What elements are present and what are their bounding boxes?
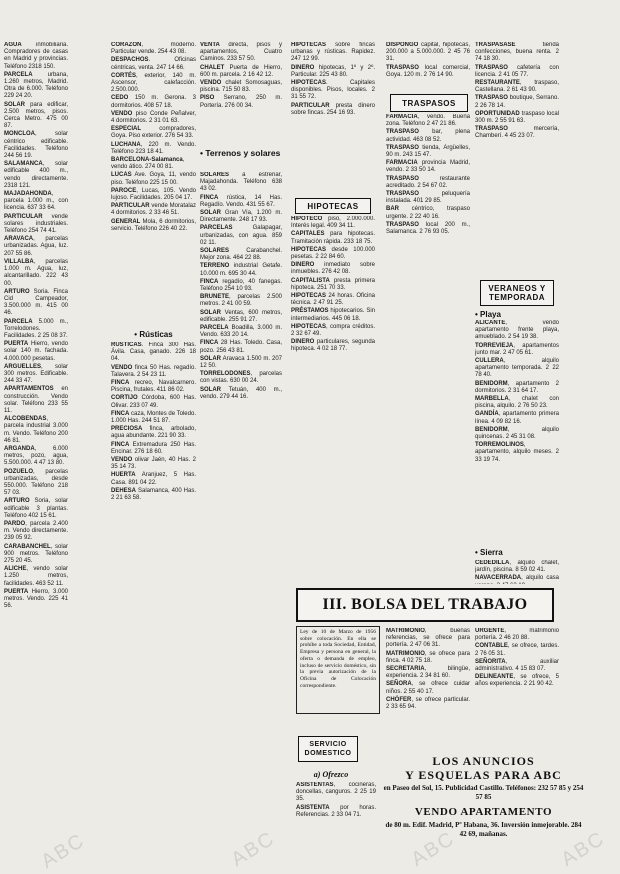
classified-ad: VENTA directa, pisos y apartamentos, Cuatro Caminos. 233 57 50. [200, 42, 282, 63]
classified-ad: TRASPASASE tienda confecciones, buena renta. 2 74 18 30. [475, 42, 559, 63]
classified-ad: SECRETARIA, bilingüe, experiencia. 2 34 81 60. [386, 666, 470, 680]
hipotecas-header: HIPOTECAS [295, 198, 371, 214]
classified-ad: SOLAR Gran Vía, 1.200 m. Directamente. 248 17 93. [200, 210, 282, 224]
abc-watermark: ABC [37, 829, 90, 873]
veraneos-header: VERANEOS Y TEMPORADA [480, 280, 554, 306]
classified-ad: SOLARES Carabanchel. Mejor zona. 464 22 88. [200, 248, 282, 262]
classified-ad: PARCELAS Galapagar, urbanizadas, con agua. 859 02 11. [200, 225, 282, 246]
classified-ad: GANDÍA, apartamento primera línea. 4 09 82 16. [475, 411, 559, 425]
classified-ad: ASISTENTAS, cocineras, doncellas, canguros. 2 25 19 35. [296, 782, 376, 803]
classified-ad: SOLAR para edificar, 2.500 metros, pisos. Cerca Metro. 475 00 87. [4, 101, 68, 130]
classified-ad: ARGANDA, 6.000 metros, pozo, agua, 5.500.000. 4 47 13 80. [4, 445, 68, 467]
classified-ad: TRASPASO local comercial, Goya. 120 m. 2 76 14 90. [386, 64, 470, 78]
classified-ad: ESPECIAL compradores, Goya. Piso exterior. 276 54 33. [111, 126, 196, 140]
classified-column-5 [200, 42, 282, 144]
classified-ad: VILLALBA, parcelas 1.000 m. Agua, luz, alcantarillado. 222 43 00. [4, 258, 68, 287]
classified-ad: APARTAMENTOS en construcción. Vendo solar. Teléfono 233 55 11. [4, 386, 68, 414]
classified-ad: VENDO olivar Jaén, 40 Has. 2 35 14 73. [111, 457, 196, 471]
classified-column-6 [291, 42, 375, 194]
classified-ad: SALAMANCA, solar edificable 400 m., vendo directamente. 2318 121. [4, 161, 68, 189]
classified-ad: NAVACERRADA, alquilo casa [475, 575, 559, 582]
classified-ad: MONCLOA, solar céntrico edificable. Facilidades. Teléfono 244 56 19. [4, 131, 68, 160]
classified-ad: TRASPASO bar, plena actividad. 463 08 52. [386, 129, 470, 143]
classified-column-9 [475, 320, 559, 542]
classified-ad: MATRIMONIO, buenas referencias, se ofrece para portería. 2 47 06 31. [386, 628, 470, 649]
classified-ad: GENERAL Mola, 6 dormitorios, servicio. Teléfono 226 40 22. [111, 218, 196, 232]
classified-ad: PAROCE, Lucas, 105. Vendo lujoso. Facilidades. 205 04 17. [111, 187, 196, 202]
section-header-playa: • Playa [475, 310, 501, 319]
abc-watermark: ABC [557, 827, 610, 871]
classified-ad: CULLERA, alquilo apartamento temporada. 2 22 78 40. [475, 358, 559, 379]
classified-ad: MATRIMONIO, se ofrece para finca. 4 02 75 18. [386, 650, 470, 664]
classified-ad: FARMACIA provincia Madrid, vendo. 2 33 50 14. [386, 160, 470, 174]
classified-ad: PARCELA urbana, 1.260 metros, Madrid. Otra de 6.000. Teléfono 229 24 20. [4, 71, 68, 100]
classified-ad: CORTÉS, exterior, 140 m. Ascensor, calefacción. 2.500.000. [111, 72, 196, 94]
classified-ad: TRASPASO local 200 m., Salamanca. 2 76 93 05. [386, 221, 470, 236]
classified-ad: PISO Serrano, 250 m. Portería. 276 00 34. [200, 95, 282, 109]
classified-ad: SOLAR Tetuán, 400 m., vendo. 279 44 16. [200, 386, 282, 400]
classified-ad: ALCOBENDAS, parcela industrial 3.000 m. Vendo. Teléfono 200 46 81. [4, 416, 68, 444]
classified-ad: PRÉSTAMOS hipotecarios. Sin intermediarios. 445 06 18. [291, 308, 375, 322]
classified-ad: CORAZÓN, moderno. Particular vende. 254 43 08. [111, 42, 196, 56]
abc-watermark: ABC [227, 827, 280, 871]
classified-ad: URGENTE, matrimonio portería. 2 46 20 88. [475, 628, 559, 642]
classified-ad: CEDEDILLA, alquilo chalet, jardín, piscina. 8 59 02 41. [475, 560, 559, 574]
classified-ad: TORREMOLINOS, apartamento, alquilo meses. 2 33 19 74. [475, 442, 559, 463]
abc-watermark: ABC [407, 827, 460, 871]
classified-ad: TORREVIEJA, apartamentos junto mar. 2 47 05 61. [475, 342, 559, 356]
classified-ad: TRASPASO tienda, Argüelles, 90 m. 243 15 47. [386, 144, 470, 159]
classified-column-10 [475, 560, 559, 584]
classified-ad: ARAVACA, parcelas urbanizadas. Agua, luz. 207 55 86. [4, 236, 68, 257]
classified-ad: HUERTA Aranjuez, 5 Has. Casa. 891 04 22. [111, 472, 196, 486]
classified-ad: PARCELA 5.000 m., Torrelodones. Facilidades. 2 25 08 37. [4, 318, 68, 339]
classified-ad: MAJADAHONDA, parcela 1.000 m., con licencia. 637 33 64. [4, 191, 68, 212]
bolsa-del-trabajo-banner: III. BOLSA DEL TRABAJO [296, 588, 554, 622]
classified-ad: TRASPASO cafetería con licencia. 2 41 05 77. [475, 64, 559, 78]
classified-ad: TRASPASO peluquería instalada. 401 29 85. [386, 191, 470, 205]
classified-column-6b [291, 216, 375, 582]
classified-ad: SEÑORITA, auxiliar administrativo. 4 15 83 07. [475, 658, 559, 673]
classified-ad: TERRENO industrial Getafe. 10.000 m. 695 30 44. [200, 263, 282, 277]
classified-ad: HIPOTECAS. Capitales disponibles. Pisos, locales. 2 31 55 72. [291, 80, 375, 101]
classified-ad: HIPOTECO piso, 2.000.000. Interés legal. 409 34 11. [291, 216, 375, 230]
classified-ad: PARCELA Boadilla, 3.000 m. Vendo. 633 20 14. [200, 325, 282, 339]
classified-ad: PRECIOSA finca, arbolado, agua abundante. 221 90 33. [111, 426, 196, 440]
classified-ad: CHALET Puerta de Hierro, 600 m. parcela. 2 16 42 12. [200, 64, 282, 78]
classified-ad: PARTICULAR vende Moratalaz 4 dormitorios. 2 33 46 51. [111, 203, 196, 217]
classified-ad: RESTAURANTE, traspaso, Castellana. 2 61 43 90. [475, 80, 559, 94]
classified-ad: VENDO finca 50 Has. regadío. Talavera. 2 54 23 11. [111, 364, 196, 378]
classified-ad: TRASPASO restaurante acreditado. 2 54 67 02. [386, 175, 470, 189]
classified-ad: PUERTA Hierro, vendo solar 140 m. fachada. 4.000.000 pesetas. [4, 341, 68, 362]
classified-ad: PUERTA Hierro, 3.000 metros. Vendo. 225 41 56. [4, 588, 68, 610]
classified-ad: RÚSTICAS. Finca 300 Has. Ávila. Casa, ganado. 226 18 04. [111, 342, 196, 363]
legal-notice-box: Ley de 10 de Marzo de 1956 sobre colocación. En ella se prohíbe a toda Sociedad, Entidad, Empresa y persona en general, la oferta o demanda de empleo, incluso de servicio doméstico, sin la previa autorización de la Oficina de Colocación correspondiente. [296, 626, 380, 714]
classified-ad: AGUA inmobiliaria. Compradores de casas en Madrid y provincias. Teléfono 2318 150. [4, 42, 68, 70]
classified-ad: DINERO particulares, segunda hipoteca. 4 02 18 77. [291, 339, 375, 353]
classified-ad: SOLARES a estrenar, Majadahonda. Teléfono 638 43 02. [200, 172, 282, 193]
classified-ad: FINCA Extremadura 250 Has. Encinar. 276 18 60. [111, 441, 196, 455]
classified-column-7b [386, 114, 470, 580]
classified-ad: PARTICULAR vende solares industriales. Teléfono 254 74 41. [4, 213, 68, 235]
classified-ad: TRASPASO boutique, Serrano. 2 26 78 14. [475, 95, 559, 109]
classified-ad: DELINEANTE, se ofrece, 5 años experiencia. 2 21 90 42. [475, 674, 559, 688]
classified-ad: BAR céntrico, traspaso urgente. 2 22 40 16. [386, 206, 470, 220]
classified-ad: SOLAR Aravaca 1.500 m. 207 12 50. [200, 355, 282, 370]
classified-ad: ASISTENTA por horas. Referencias. 2 33 04 71. [296, 804, 376, 818]
classified-ad: CONTABLE, se ofrece, tardes. 2 76 05 31. [475, 643, 559, 657]
classified-column-3 [200, 172, 282, 822]
section-header-ofrezco: a) Ofrezco [313, 770, 349, 779]
classified-ad: PARDO, parcela 2.400 m. Vendo directamente. 239 05 92. [4, 521, 68, 542]
classified-ad: OPORTUNIDAD traspaso local 300 m. 2 55 91 63. [475, 110, 559, 125]
classified-column-1 [4, 42, 68, 842]
classified-ad: BRUNETE, parcelas 2.500 metros. 2 41 00 59. [200, 294, 282, 308]
classified-ad: POZUELO, parcelas urbanizadas, desde 550.000. Teléfono 218 57 03. [4, 468, 68, 497]
classified-column-13 [296, 782, 376, 822]
classified-ad: ARTURO Soria. Finca Cid Campeador, 3.500.000 m. 415 00 46. [4, 288, 68, 317]
classified-ad: ARGUELLES, solar 300 metros. Edificable. 244 33 47. [4, 363, 68, 385]
classified-ad: CORTIJO Córdoba, 600 Has. Olivar. 233 07 49. [111, 395, 196, 409]
classified-ad: FINCA rústica, 14 Has. Regadío. Vendo. 431 55 67. [200, 194, 282, 208]
ad-title-line1: LOS ANUNCIOS [432, 754, 535, 768]
classified-ad: TORRELODONES, parcelas con vistas. 630 00 24. [200, 371, 282, 385]
classified-ad: DEHESA Salamanca, 400 Has. 2 21 63 58. [111, 487, 196, 502]
classified-column-4 [111, 342, 196, 812]
classified-ad: VENDO chalet Somosaguas, piscina. 715 50 83. [200, 80, 282, 94]
ad-contact-line: en Paseo del Sol, 15. Publicidad Castillo. Teléfonos: 232 57 85 y 254 57 85 [383, 784, 584, 801]
abc-advertisement [382, 754, 585, 839]
classified-column-11 [386, 628, 470, 748]
classified-ad: LUCAS Ave. Goya, 11, vendo piso. Teléfono 225 15 00. [111, 172, 196, 186]
classified-ad: CAPITALES para hipotecas. Tramitación rápida. 233 18 75. [291, 231, 375, 245]
classified-ad: FINCA 28 Has. Toledo. Casa, pozo. 256 43 81. [200, 340, 282, 354]
classified-ad: DINERO inmediato sobre inmuebles. 276 42 08. [291, 262, 375, 276]
section-header-sierra: • Sierra [475, 548, 503, 557]
classified-ad: ALICHE, vendo solar 1.250 metros, facilidades. 463 52 11. [4, 566, 68, 587]
classified-ad: CEDO 150 m. Gerona. 3 dormitorios. 408 57 18. [111, 95, 196, 109]
classified-ad: DINERO hipotecas, 1º y 2º. Particular. 225 43 80. [291, 64, 375, 78]
classified-ad: HIPOTECAS desde 100.000 pesetas. 2 22 84 60. [291, 246, 375, 261]
classified-ad: PARTICULAR presta dinero sobre fincas. 254 16 93. [291, 102, 375, 116]
classified-ad: ARTURO Soria, solar edificable 3 plantas. Teléfono 402 15 61. [4, 498, 68, 519]
classified-ad: FINCA recreo, Navalcarnero. Piscina, frutales. 411 86 02. [111, 380, 196, 394]
classified-ad: TRASPASO mercería, Chamberí. 4 45 23 07. [475, 126, 559, 140]
classified-ad: MARBELLA, chalet con piscina, alquilo. 2 76 50 23. [475, 396, 559, 410]
classified-ad: LUCHANA, 220 m. Vendo. Teléfono 223 18 41. [111, 141, 196, 155]
classified-ad: HIPOTECAS 24 horas. Oficina técnica. 2 47 91 25. [291, 293, 375, 307]
classified-column-2 [111, 42, 196, 328]
classified-ad: FARMACIA, vendo. Buena zona. Teléfono 2 47 21 86. [386, 114, 470, 128]
section-header-terrenos: • Terrenos y solares [200, 148, 281, 158]
section-header-rusticas: • Rústicas [134, 330, 173, 339]
classified-ad: HIPOTECAS, compra créditos. 2 32 67 49. [291, 323, 375, 338]
classified-ad: SEÑORA, se ofrece cuidar niños. 2 55 40 17. [386, 681, 470, 695]
classified-ad: DISPONGO capital, hipotecas, 200.000 a 5.000.000. 2 45 76 31. [386, 42, 470, 63]
classified-ad: CARABANCHEL, solar 900 metros. Teléfono 275 20 45. [4, 543, 68, 565]
classified-ad: VENDO piso Conde Peñalver, 4 dormitorios. 2 31 01 63. [111, 110, 196, 125]
classified-ad: HIPOTECAS sobre fincas urbanas y rústicas. Rapidez. 247 12 99. [291, 42, 375, 63]
classified-ad: CHÓFER, se ofrece particular. 2 33 65 94. [386, 696, 470, 711]
ad-apartment-text: de 80 m. Edif. Madrid, Pº Habana, 36. Inversión inmejorable. 284 42 69, mañanas. [385, 821, 582, 838]
classified-ad: CAPITALISTA presta primera hipoteca. 251 70 33. [291, 277, 375, 291]
classified-ad: FINCA regadío, 40 fanegas. Teléfono 254 10 93. [200, 278, 282, 293]
classified-column-8 [475, 42, 559, 274]
classified-ad: DESPACHOS. Oficinas céntricas, venta. 247 14 66. [111, 57, 196, 71]
classified-ad: SOLAR Ventas, 600 metros, edificable. 255 91 27. [200, 309, 282, 323]
classified-ad: BARCELONA-Salamanca, vendo ático. 274 00 81. [111, 157, 185, 171]
classified-ad: ALICANTE, vendo apartamento frente playa, amueblado. 2 54 19 38. [475, 320, 559, 341]
ad-apartment-title: VENDO APARTAMENTO [414, 806, 553, 818]
traspasos-header: TRASPASOS [390, 94, 468, 112]
classified-column-12 [475, 628, 559, 748]
classified-ad: FINCA caza, Montes de Toledo. 1.000 Has. 244 51 87. [111, 410, 196, 425]
classified-ad: BENIDORM, alquilo quincenas. 2 45 31 08. [475, 426, 559, 441]
classified-column-7 [386, 42, 470, 90]
servicio-domestico-header: SERVICIO DOMESTICO [298, 736, 358, 762]
classified-ad: BENIDORM, apartamento 2 dormitorios. 2 31 64 17. [475, 380, 559, 394]
ad-title-line2: Y ESQUELAS PARA ABC [405, 768, 562, 782]
